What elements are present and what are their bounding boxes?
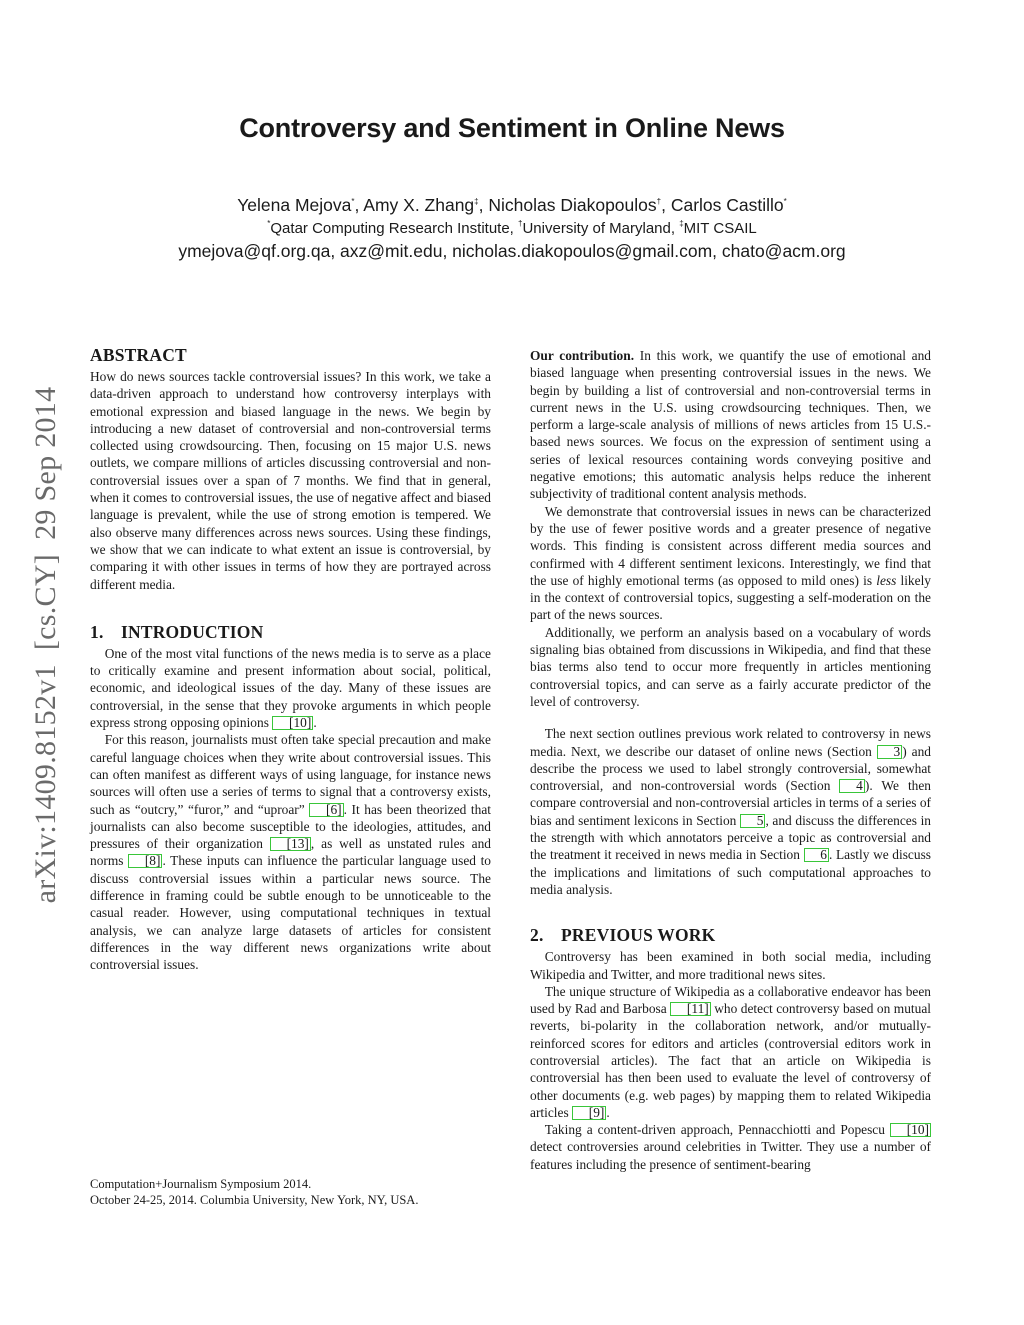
text-run: We demonstrate that controversial issues in news can be characterized by the use of fewer positive words and a greater presence of negative words. This finding is consistent across different media sources and confirmed with 4 different sentiment lexicons. Interestingly, we find that the use of highly emotional terms (as opposed to mild ones) is	[530, 503, 931, 588]
abstract-text: How do news sources tackle controversial issues? In this work, we take a data-driven approach to understand how controversy interplays with emotional expression and biased language in the news. We begin by introducing a new dataset of controversial and non-controversial terms collected using crowdsourcing. Then, focusing on 15 major U.S. news outlets, we compare millions of articles discussing controversial and non-controversial issues over a span of 7 months. We find that in general, when it comes to controversial issues, the use of negative affect and biased language is prevalent, while the use of strong emotion is tempered. We also observe many differences across news sources. Using these findings, we show that we can indicate to what extent an issue is controversial, by comparing it with other issues in terms of how they are portrayed across different media.	[90, 369, 491, 592]
author-name: Amy X. Zhang	[363, 195, 475, 215]
paragraph	[90, 645, 491, 731]
text-run: In this work, we quantify the use of emotional and biased language when presenting controversial issues in the news. We begin by building a list of controversial and non-controversial terms in current news in the U.S. using crowdsourcing techniques. Then, we perform a large-scale analysis of millions of news articles from 15 U.S.-based news sources. We focus on the expression of sentiment using a series of lexical resources containing words conveying positive and negative emotions; this automatic analysis helps reduce the inherent subjectivity of traditional content analysis methods.	[530, 348, 931, 502]
arxiv-id: arXiv:1409.8152v1	[29, 664, 62, 904]
affiliation-name: MIT CSAIL	[683, 220, 757, 237]
arxiv-stamp	[29, 387, 63, 904]
citation-link[interactable]: [11]	[670, 1002, 711, 1016]
paragraph	[90, 731, 491, 973]
paragraph: Controversy has been examined in both social media, including Wikipedia and Twitter, and more traditional news sites.	[530, 949, 931, 982]
author-name: Yelena Mejova	[237, 195, 352, 215]
section-ref-link[interactable]: 4	[839, 779, 864, 793]
text-run: One of the most vital functions of the news media is to serve as a place to critically examine and present information about social, political, economic, and ideological issues of the day. Many of these issues are controversial, in the sense that they provoke arguments in which people express strong opposing opinions	[90, 645, 491, 731]
author-separator: ,	[478, 195, 489, 215]
previous-work-heading	[530, 924, 931, 946]
paragraph	[530, 983, 931, 1121]
section-ref-link[interactable]: 3	[877, 745, 902, 759]
affiliation-marker: ‡	[474, 197, 479, 206]
text-run: The unique structure of Wikipedia as a collaborative endeavor has been used by Rad and Barbosa	[530, 983, 931, 1017]
text-run: ). We then compare controversial and non-controversial articles in terms of a series of bias and sentiment lexicons in Section	[530, 778, 931, 828]
section-number: 2.	[530, 925, 544, 946]
citation-link[interactable]: [10]	[890, 1123, 931, 1137]
text-run: Taking a content-driven approach, Pennacchiotti and Popescu	[544, 1122, 890, 1138]
conference-footnote	[90, 1176, 491, 1208]
text-run: For this reason, journalists must often take special precaution and make careful language choices when they write about controversial issues. This can often manifest as different ways of using language, for instance news sources will often use a series of terms to signal that a controversy exists, such as “outcry,” “furor,” and “uproar”	[90, 732, 491, 817]
citation-link[interactable]: [6]	[309, 803, 343, 817]
text-run: likely in the context of controversial topics, suggesting a self-moderation on the part of the news sources.	[530, 572, 931, 623]
affiliation-marker: *	[783, 197, 787, 206]
author-separator: ,	[354, 195, 364, 215]
author-name: Nicholas Diakopoulos	[488, 195, 657, 215]
text-run: ) and describe the process we used to label strongly controversial, somewhat controversial, and non-controversial words (Section	[530, 743, 931, 794]
arxiv-date: 29 Sep 2014	[29, 386, 62, 540]
text-run: .	[606, 1104, 610, 1120]
citation-link[interactable]: [13]	[270, 837, 311, 851]
text-run: .	[313, 715, 317, 731]
section-title: INTRODUCTION	[121, 621, 264, 642]
introduction-heading	[90, 621, 491, 643]
right-column	[530, 347, 931, 1173]
affiliation-name: Qatar Computing Research Institute,	[270, 220, 519, 237]
affiliation-marker: †	[518, 219, 523, 228]
text-run: . It has been theorized that journalists can also become susceptible to the ideologies, attitudes, and pressures of their organization	[90, 801, 491, 852]
citation-link[interactable]: [10]	[272, 716, 313, 730]
text-run: , as well as unstated rules and norms	[90, 836, 491, 869]
paragraph	[530, 725, 931, 898]
arxiv-category: [cs.CY]	[29, 553, 62, 651]
text-run: detect controversies around celebrities in Twitter. They use a number of features including the presence of sentiment-bearing	[530, 1139, 931, 1172]
paragraph	[530, 1121, 931, 1173]
paragraph	[530, 503, 931, 624]
affiliation-marker: ‡	[679, 219, 684, 228]
citation-link[interactable]: [9]	[572, 1106, 606, 1120]
paper-title: Controversy and Sentiment in Online News	[239, 113, 785, 143]
section-ref-link[interactable]: 5	[740, 814, 765, 828]
text-run: who detect controversy based on mutual reverts, bi-polarity in the collaboration network, and/or mutually-reinforced scores for editors and articles (controversial editors work in controversial articles). The fact that an article on Wikipedia is controversial has then been used to evaluate the level of controversy of other documents (e.g. web pages) by mapping them to related Wikipedia articles	[530, 1001, 931, 1120]
affiliation-list	[0, 215, 1024, 238]
affiliation-marker: †	[656, 197, 662, 206]
section-title: PREVIOUS WORK	[561, 925, 716, 946]
left-column	[90, 344, 491, 974]
paragraph: Additionally, we perform an analysis based on a vocabulary of words signaling bias obtained from discussions in Wikipedia, and find that these bias terms also tend to occur more frequently in articles mentioning controversial topics, and can serve as a fairly accurate predictor of the level of controversy.	[530, 624, 931, 709]
text-run: . These inputs can influence the particular language used to discuss controversial issues within a particular news source. The difference in framing could be subtle enough to be unnoticeable to the casual reader. However, using computational techniques in textual analysis, we can analyze large datasets of articles for consistent differences in the way different news organizations write about controversial issues.	[90, 853, 491, 973]
abstract-heading: ABSTRACT	[90, 345, 187, 365]
affiliation-marker: *	[351, 197, 355, 206]
author-separator: ,	[661, 195, 671, 215]
affiliation-marker: *	[267, 219, 271, 228]
section-ref-link[interactable]: 6	[804, 848, 829, 862]
section-number: 1.	[90, 621, 104, 642]
footnote-line: Computation+Journalism Symposium 2014.	[90, 1177, 312, 1191]
run-in-heading: Our contribution.	[530, 348, 635, 363]
emphasis: less	[876, 572, 897, 588]
footnote-line: October 24-25, 2014. Columbia University, New York, NY, USA.	[90, 1193, 419, 1207]
paragraph	[530, 347, 931, 503]
text-run: . Lastly we discuss the implications and limitations of such computational approaches to media analysis.	[530, 847, 931, 897]
author-list	[0, 192, 1024, 215]
author-emails: ymejova@qf.org.qa, axz@mit.edu, nicholas.diakopoulos@gmail.com, chato@acm.org	[178, 241, 846, 261]
affiliation-name: University of Maryland,	[522, 220, 680, 237]
text-run: The next section outlines previous work related to controversy in news media. Next, we describe our dataset of online news (Section	[530, 726, 931, 759]
author-name: Carlos Castillo	[670, 195, 784, 215]
citation-link[interactable]: [8]	[128, 854, 162, 868]
text-run: , and discuss the differences in the strength with which annotators perceive a topic as controversial and the treatment it received in news media in Section	[530, 812, 931, 863]
author-block	[0, 192, 1024, 264]
